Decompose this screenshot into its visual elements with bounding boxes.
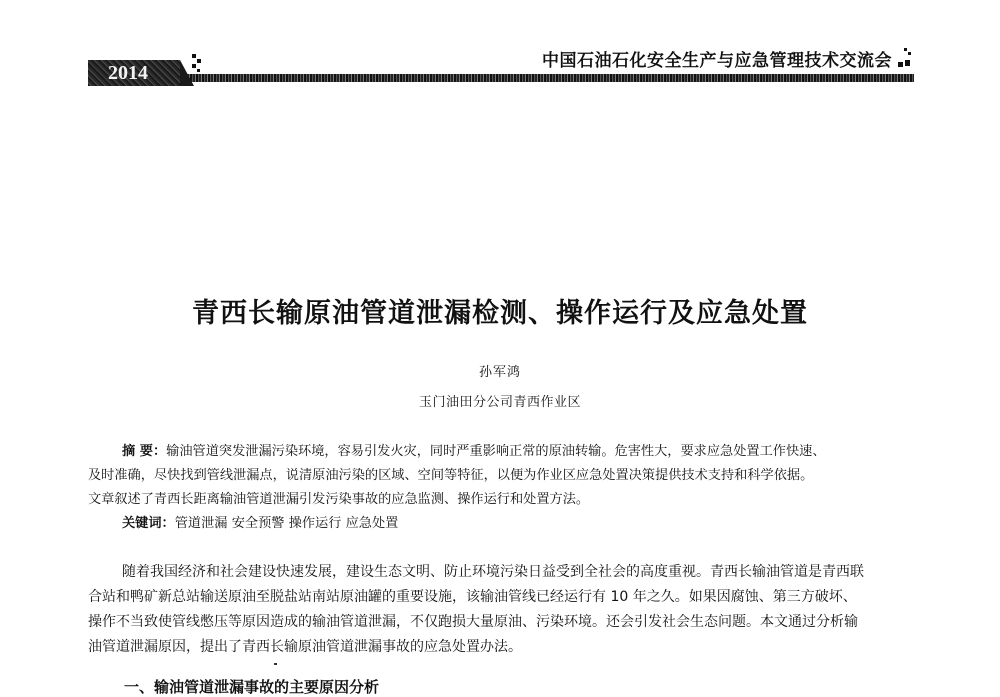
scan-artifact — [274, 663, 277, 665]
keywords-line — [88, 512, 918, 536]
decorative-dots-end-icon — [896, 48, 912, 72]
conference-title: 中国石油石化安全生产与应急管理技术交流会 — [542, 51, 892, 71]
body-line: 油管道泄漏原因，提出了青西长输原油管道泄漏事故的应急处置办法。 — [88, 639, 522, 655]
abstract-line — [88, 440, 918, 464]
abstract-text-1: 输油管道突发泄漏污染环境，容易引发火灾，同时严重影响正常的原油转输。危害性大，要求应急处置工作快速、 — [166, 444, 826, 459]
abstract-line — [88, 464, 918, 488]
running-header — [88, 46, 914, 88]
keywords-text: 管道泄漏 安全预警 操作运行 应急处置 — [174, 516, 399, 531]
section-heading: 一、输油管道泄漏事故的主要原因分析 — [124, 678, 380, 696]
body-text — [88, 560, 918, 660]
body-line: 随着我国经济和社会建设快速发展，建设生态文明、防止环境污染日益受到全社会的高度重视。青西长输油管道是青西联 — [122, 564, 864, 580]
header-rule — [88, 74, 914, 82]
author-name: 孙军鸿 — [478, 365, 521, 380]
abstract-text-2: 及时准确，尽快找到管线泄漏点，说清原油污染的区域、空间等特征，以便为作业区应急处置决策提供技术支持和科学依据。 — [88, 468, 814, 483]
paper-title: 青西长输原油管道泄漏检测、操作运行及应急处置 — [192, 298, 808, 329]
keywords-label: 关键词： — [122, 516, 175, 531]
abstract-text-3: 文章叙述了青西长距离输油管道泄漏引发污染事故的应急监测、操作运行和处置方法。 — [88, 492, 590, 507]
header-year: 2014 — [108, 62, 148, 84]
decorative-dots-icon — [192, 54, 202, 74]
abstract-line — [88, 488, 918, 512]
body-line: 操作不当致使管线憋压等原因造成的输油管道泄漏，不仅跑损大量原油、污染环境。还会引发社会生态问题。本文通过分析输 — [88, 614, 858, 630]
abstract-label: 摘 要： — [122, 444, 167, 459]
abstract-block — [88, 440, 918, 536]
author-affiliation: 玉门油田分公司青西作业区 — [418, 395, 581, 410]
body-line: 合站和鸭矿新总站输送原油至脱盐站南站原油罐的重要设施，该输油管线已经运行有 10 年之久。如果因腐蚀、第三方破坏、 — [88, 589, 857, 605]
